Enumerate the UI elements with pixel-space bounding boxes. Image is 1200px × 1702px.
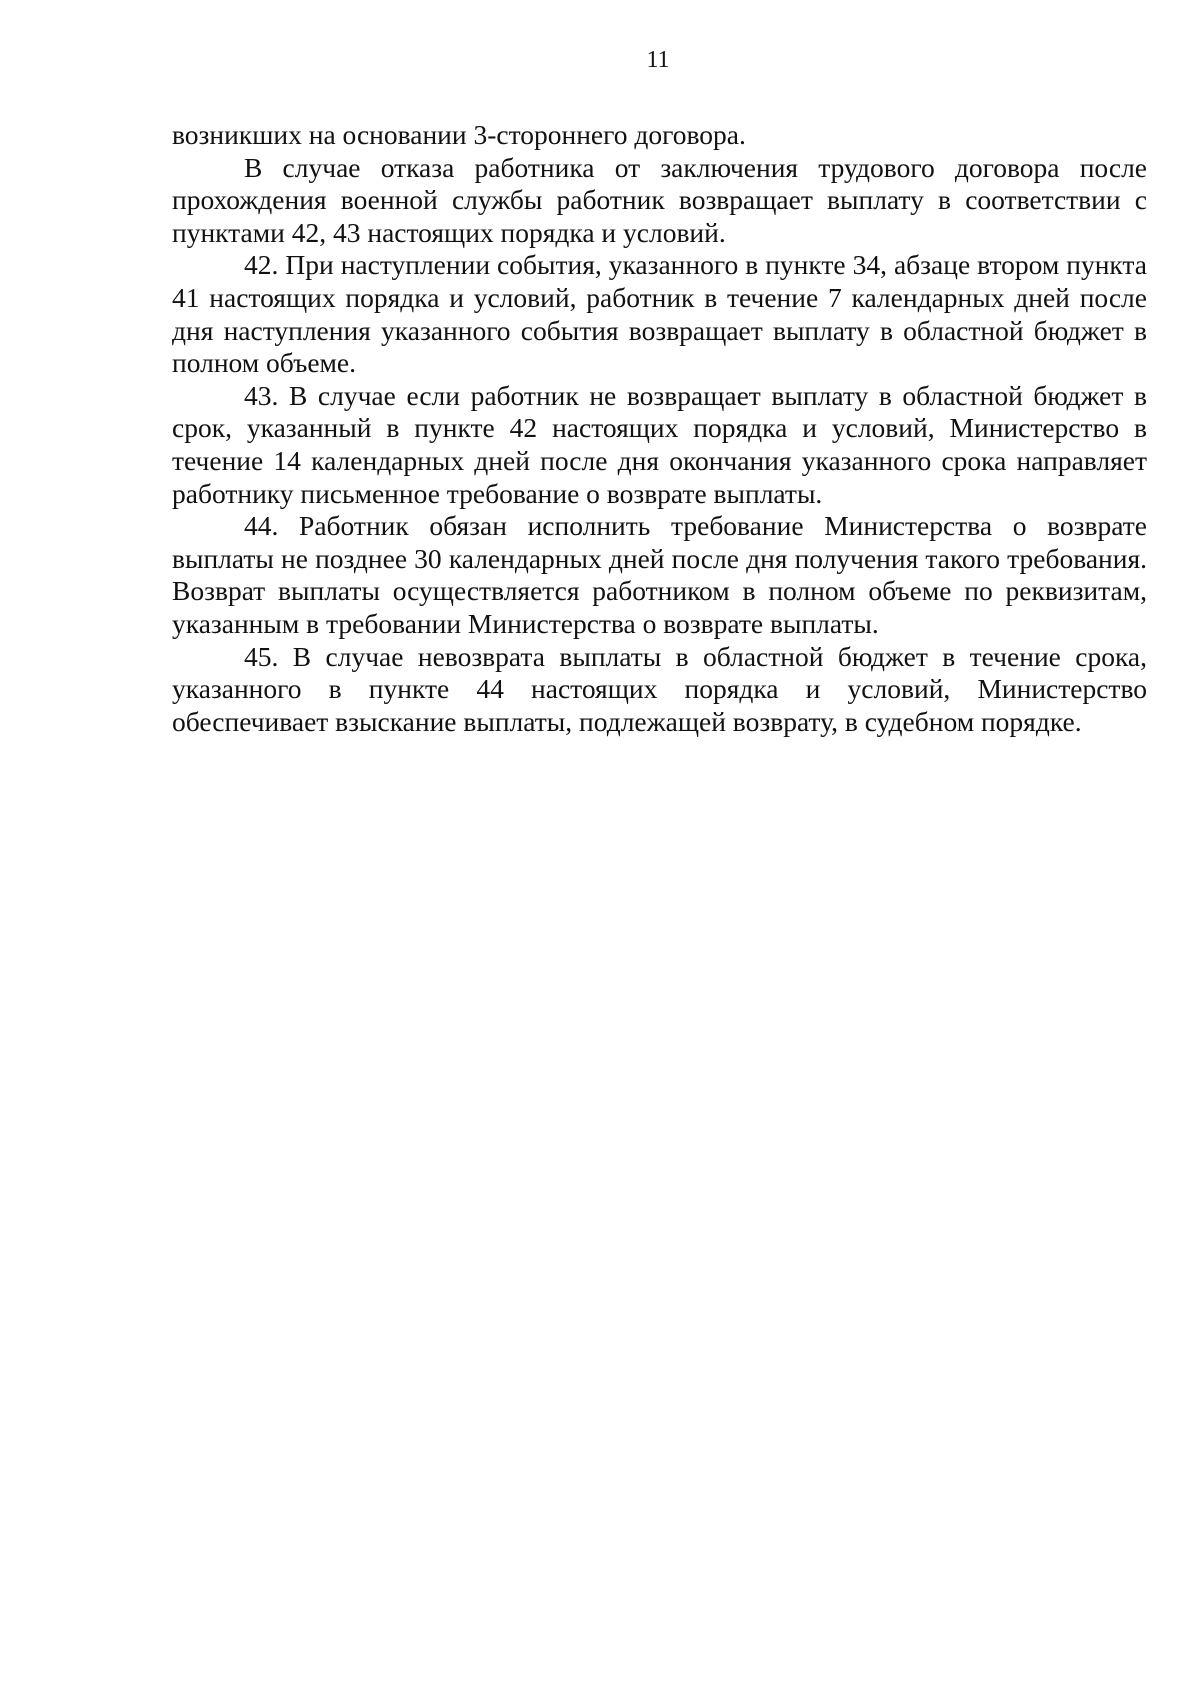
paragraph-item-43: 43. В случае если работник не возвращает выплату в областной бюджет в срок, указанный в пункте 42 настоящих порядка и условий, Министерство в течение 14 календарных дней после дня окончания указанного срока направляет работнику письменное требование о возврате выплаты. (172, 379, 1147, 509)
paragraph-item-44: 44. Работник обязан исполнить требование Министерства о возврате выплаты не позднее 30 календарных дней после дня получения такого требования. Возврат выплаты осуществляется работником в полном объеме по реквизитам, указанным в требовании Министерства о возврате выплаты. (172, 510, 1147, 639)
paragraph-item-42: 42. При наступлении события, указанного в пункте 34, абзаце втором пункта 41 настоящих порядка и условий, работник в течение 7 календарных дней после дня наступления указанного события возвращает выплату в областной бюджет в полном объеме. (172, 249, 1147, 379)
paragraph-refusal: В случае отказа работника от заключения трудового договора после прохождения военной службы работник возвращает выплату в соответствии с пунктами 42, 43 настоящих порядка и условий. (172, 151, 1147, 248)
paragraph-item-45: 45. В случае невозврата выплаты в областной бюджет в течение срока, указанного в пункте 44 настоящих порядка и условий, Министерство обеспечивает взыскание выплаты, подлежащей возврату, в судебном порядке. (172, 640, 1147, 737)
document-body (172, 119, 1147, 738)
paragraph-continuation: возникших на основании 3-стороннего договора. (172, 119, 746, 150)
page-number: 11 (646, 47, 670, 73)
